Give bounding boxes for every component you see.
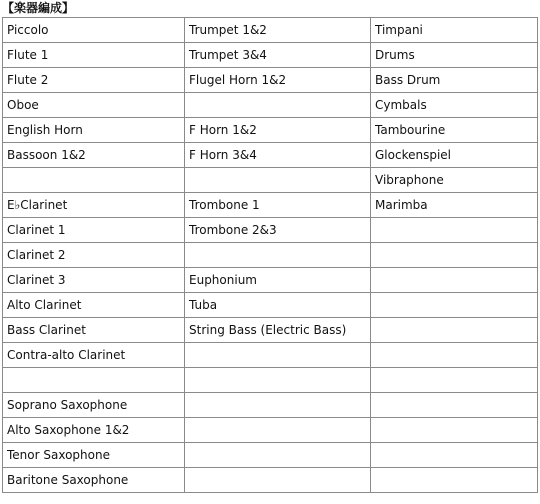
table-cell: Tenor Saxophone bbox=[3, 443, 185, 468]
table-cell bbox=[371, 393, 538, 418]
table-cell bbox=[3, 368, 185, 393]
table-cell: Oboe bbox=[3, 93, 185, 118]
table-cell: Baritone Saxophone bbox=[3, 468, 185, 493]
table-row bbox=[3, 218, 538, 243]
table-cell bbox=[371, 368, 538, 393]
table-cell bbox=[371, 318, 538, 343]
table-cell bbox=[185, 468, 371, 493]
table-cell: Timpani bbox=[371, 18, 538, 43]
table-row bbox=[3, 43, 538, 68]
table-row bbox=[3, 168, 538, 193]
table-row bbox=[3, 293, 538, 318]
table-cell: Bass Clarinet bbox=[3, 318, 185, 343]
table-cell bbox=[185, 343, 371, 368]
table-cell bbox=[371, 268, 538, 293]
table-cell: Clarinet 2 bbox=[3, 243, 185, 268]
table-row bbox=[3, 368, 538, 393]
table-cell: Flute 1 bbox=[3, 43, 185, 68]
table-cell: Contra-alto Clarinet bbox=[3, 343, 185, 368]
table-cell bbox=[371, 343, 538, 368]
instrumentation-table-body bbox=[3, 18, 538, 493]
table-cell: Tuba bbox=[185, 293, 371, 318]
table-cell: F Horn 3&4 bbox=[185, 143, 371, 168]
table-cell: Trombone 1 bbox=[185, 193, 371, 218]
table-cell bbox=[371, 443, 538, 468]
table-cell: Trumpet 1&2 bbox=[185, 18, 371, 43]
table-row bbox=[3, 18, 538, 43]
table-row bbox=[3, 68, 538, 93]
table-row bbox=[3, 318, 538, 343]
table-row bbox=[3, 118, 538, 143]
table-row bbox=[3, 443, 538, 468]
table-cell: Vibraphone bbox=[371, 168, 538, 193]
table-cell: Clarinet 1 bbox=[3, 218, 185, 243]
section-heading: 【楽器編成】 bbox=[2, 1, 75, 15]
table-cell bbox=[371, 243, 538, 268]
table-cell bbox=[185, 393, 371, 418]
table-cell bbox=[185, 168, 371, 193]
table-cell: Glockenspiel bbox=[371, 143, 538, 168]
table-cell bbox=[185, 93, 371, 118]
table-row bbox=[3, 268, 538, 293]
table-cell: Soprano Saxophone bbox=[3, 393, 185, 418]
table-cell: String Bass (Electric Bass) bbox=[185, 318, 371, 343]
table-cell bbox=[371, 293, 538, 318]
table-cell bbox=[185, 368, 371, 393]
table-cell: E♭Clarinet bbox=[3, 193, 185, 218]
table-cell: Euphonium bbox=[185, 268, 371, 293]
table-row bbox=[3, 393, 538, 418]
table-cell: Bassoon 1&2 bbox=[3, 143, 185, 168]
table-cell: Flugel Horn 1&2 bbox=[185, 68, 371, 93]
table-cell: Alto Clarinet bbox=[3, 293, 185, 318]
table-cell bbox=[185, 443, 371, 468]
table-row bbox=[3, 468, 538, 493]
table-row bbox=[3, 343, 538, 368]
table-cell: Trumpet 3&4 bbox=[185, 43, 371, 68]
table-cell: Clarinet 3 bbox=[3, 268, 185, 293]
table-row bbox=[3, 143, 538, 168]
table-cell: Flute 2 bbox=[3, 68, 185, 93]
table-cell bbox=[371, 418, 538, 443]
table-cell bbox=[371, 468, 538, 493]
table-cell: English Horn bbox=[3, 118, 185, 143]
table-cell bbox=[185, 418, 371, 443]
table-row bbox=[3, 243, 538, 268]
table-cell: Piccolo bbox=[3, 18, 185, 43]
table-cell bbox=[371, 218, 538, 243]
table-cell: F Horn 1&2 bbox=[185, 118, 371, 143]
table-cell: Trombone 2&3 bbox=[185, 218, 371, 243]
table-cell: Drums bbox=[371, 43, 538, 68]
table-row bbox=[3, 418, 538, 443]
table-cell: Tambourine bbox=[371, 118, 538, 143]
table-cell bbox=[3, 168, 185, 193]
table-cell: Bass Drum bbox=[371, 68, 538, 93]
table-cell: Alto Saxophone 1&2 bbox=[3, 418, 185, 443]
table-cell bbox=[185, 243, 371, 268]
table-cell: Cymbals bbox=[371, 93, 538, 118]
instrumentation-table bbox=[2, 17, 538, 493]
table-row bbox=[3, 93, 538, 118]
table-cell: Marimba bbox=[371, 193, 538, 218]
table-row bbox=[3, 193, 538, 218]
